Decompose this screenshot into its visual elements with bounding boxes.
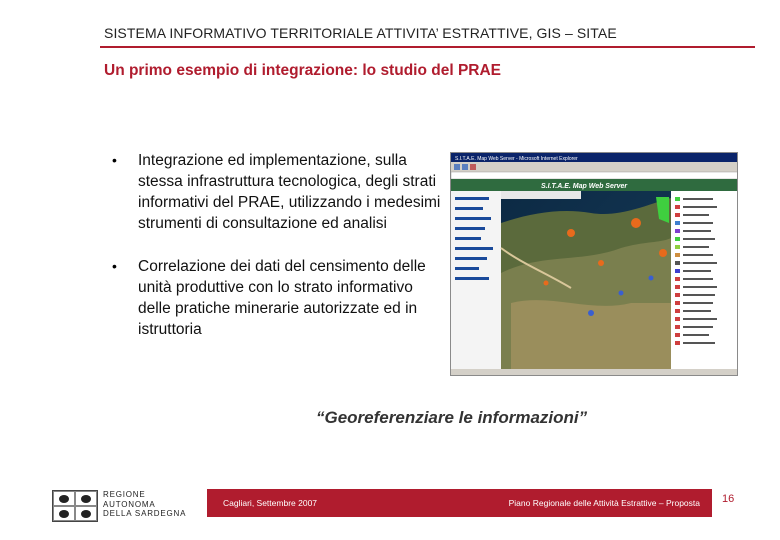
footer-bar	[207, 489, 712, 517]
viewer-statusbar	[451, 369, 738, 376]
header-title: SISTEMA INFORMATIVO TERRITORIALE ATTIVITA’ ESTRATTIVE, GIS – SITAE	[104, 25, 617, 41]
logo-quadrant	[53, 491, 75, 506]
gis-viewer-image	[451, 153, 738, 376]
bullet-marker: •	[112, 152, 117, 168]
page-number: 16	[722, 493, 735, 505]
bullet-item	[112, 150, 442, 234]
bullet-list	[112, 150, 442, 362]
logo-line: REGIONE	[103, 490, 146, 499]
logo-quadrant	[75, 491, 97, 506]
region-logo-text	[103, 490, 186, 519]
bullet-text: Integrazione ed implementazione, sulla stessa infrastruttura tecnologica, degli strati informativi del PRAE, utilizzando i medesimi strumenti di consultazione ed analisi	[138, 152, 441, 232]
footer-date: Cagliari, Settembre 2007	[223, 498, 318, 508]
footer-plan-title: Piano Regionale delle Attività Estrattive – Proposta	[508, 498, 700, 508]
slide-subtitle: Un primo esempio di integrazione: lo studio del PRAE	[104, 62, 502, 79]
region-logo	[52, 490, 98, 522]
gis-viewer-screenshot	[450, 152, 738, 376]
logo-quadrant	[53, 506, 75, 521]
logo-line: AUTONOMA	[103, 499, 156, 509]
bullet-text: Correlazione dei dati del censimento delle unità produttive con lo strato informativo delle pratiche minerarie autorizzate ed in istruttoria	[138, 258, 426, 338]
quote-text: “Georeferenziare le informazioni”	[316, 408, 588, 427]
window-title: S.I.T.A.E. Map Web Server - Microsoft Internet Explorer	[455, 156, 578, 162]
bullet-item	[112, 256, 442, 340]
bullet-marker: •	[112, 258, 117, 274]
viewer-banner-text: S.I.T.A.E. Map Web Server	[541, 183, 628, 190]
logo-line: DELLA SARDEGNA	[103, 509, 187, 518]
header-divider	[100, 46, 755, 48]
logo-quadrant	[75, 506, 97, 521]
